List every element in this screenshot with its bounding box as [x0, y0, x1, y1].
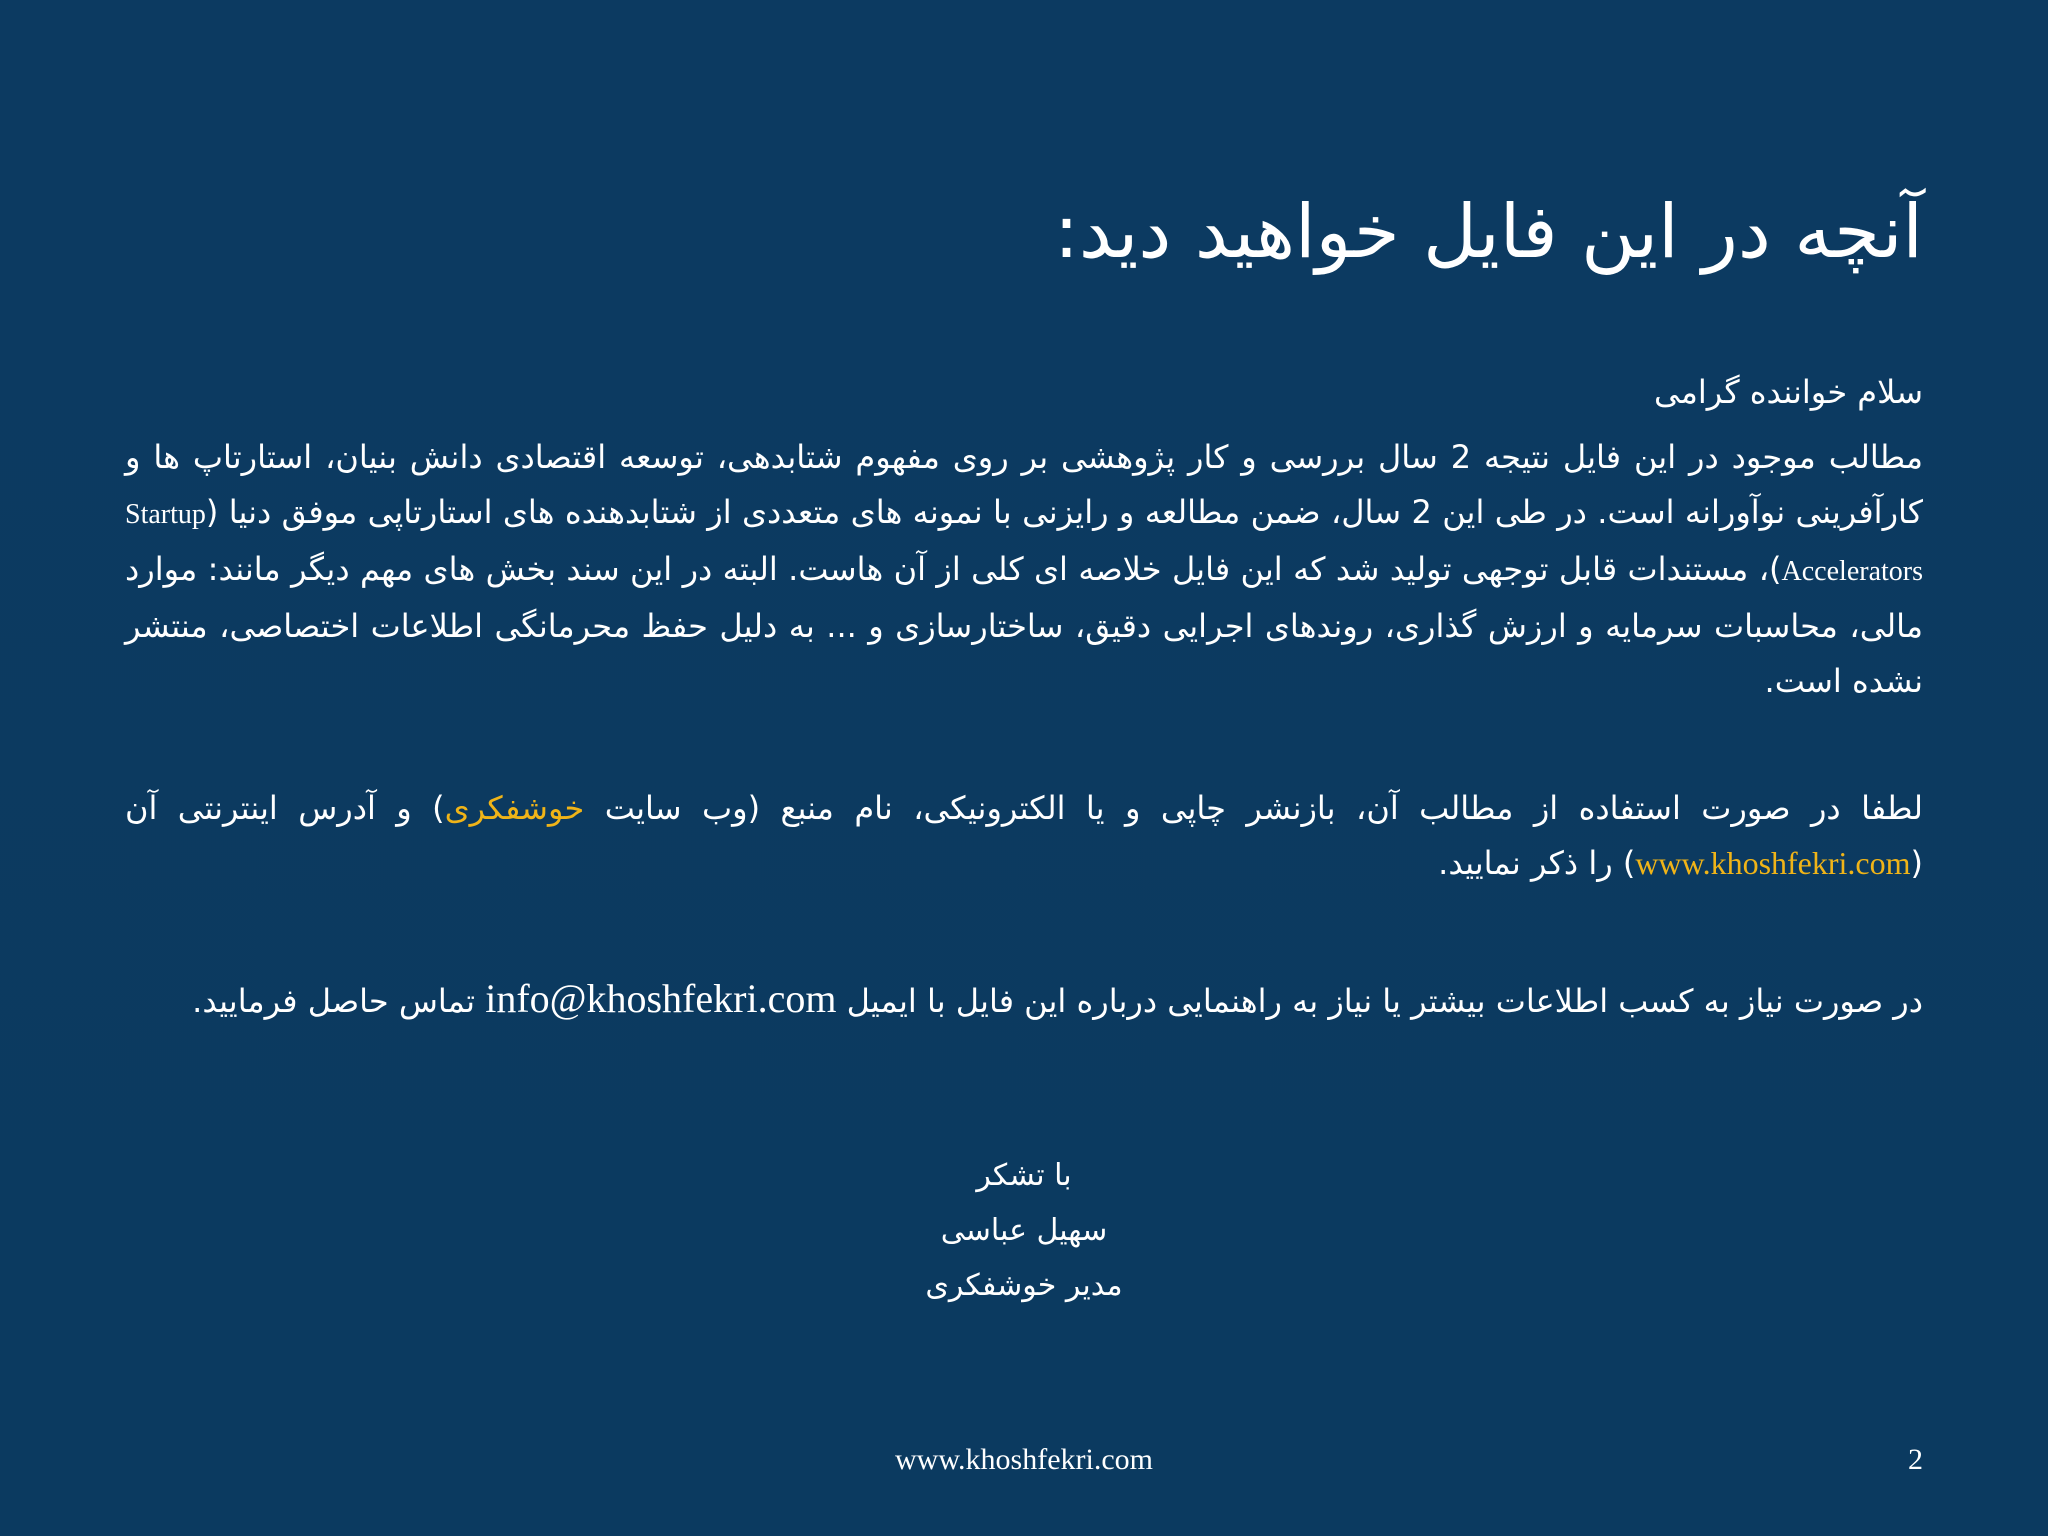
- slide-title: آنچه در این فایل خواهید دید:: [1054, 188, 1923, 275]
- contact-text-end: تماس حاصل فرمایید.: [192, 982, 486, 1020]
- footer-url[interactable]: www.khoshfekri.com: [894, 1443, 1153, 1476]
- slide-content: [125, 365, 1923, 1029]
- signature-role: مدیر خوشفکری: [925, 1268, 1123, 1303]
- contact-paragraph: [125, 971, 1923, 1029]
- intro-text-end: )، مستندات قابل توجهی تولید شد که این فایل خلاصه ای کلی از آن هاست. البته در این سند بخش های مهم دیگر مانند: موارد مالی، محاسبات سرمایه و ارزش گذاری، روندهای اجرایی دقیق، ساختارسازی و ... به دلیل حفظ محرمانگی اطلاعات اختصاصی، منتشر نشده است.: [125, 550, 1923, 700]
- greeting: سلام خواننده گرامی: [1654, 373, 1923, 411]
- email-link[interactable]: info@khoshfekri.com: [485, 976, 837, 1021]
- site-name-link[interactable]: خوشفکری: [444, 789, 585, 827]
- citation-text-start: لطفا در صورت استفاده از مطالب آن، بازنشر چاپی و یا الکترونیکی، نام منبع (وب سایت: [584, 789, 1924, 827]
- page-number: 2: [1908, 1443, 1923, 1476]
- signature-block: [0, 1148, 2048, 1313]
- intro-text-start: مطالب موجود در این فایل نتیجه 2 سال بررسی و کار پژوهشی بر روی مفهوم شتابدهی، توسعه اقتصادی دانش بنیان، استارتاپ ها و کارآفرینی نوآورانه است. در طی این 2 سال، ضمن مطالعه و رایزنی با نمونه های متعددی از شتابدهنده های استارتاپی موفق دنیا (: [125, 438, 1924, 531]
- citation-paragraph: [125, 781, 1923, 891]
- contact-text-start: در صورت نیاز به کسب اطلاعات بیشتر یا نیاز به راهنمایی درباره این فایل با ایمیل: [836, 982, 1923, 1020]
- citation-text-end: ) را ذکر نمایید.: [1438, 844, 1636, 882]
- intro-paragraph: [125, 430, 1923, 709]
- signature-thanks: با تشکر: [976, 1158, 1072, 1193]
- signature-name: سهیل عباسی: [940, 1213, 1108, 1248]
- startup-accelerators-term: Startup Accelerators: [125, 499, 1923, 587]
- citation-text-middle: ) و آدرس اینترنتی آن (: [125, 789, 1923, 882]
- site-url-link[interactable]: www.khoshfekri.com: [1635, 845, 1911, 881]
